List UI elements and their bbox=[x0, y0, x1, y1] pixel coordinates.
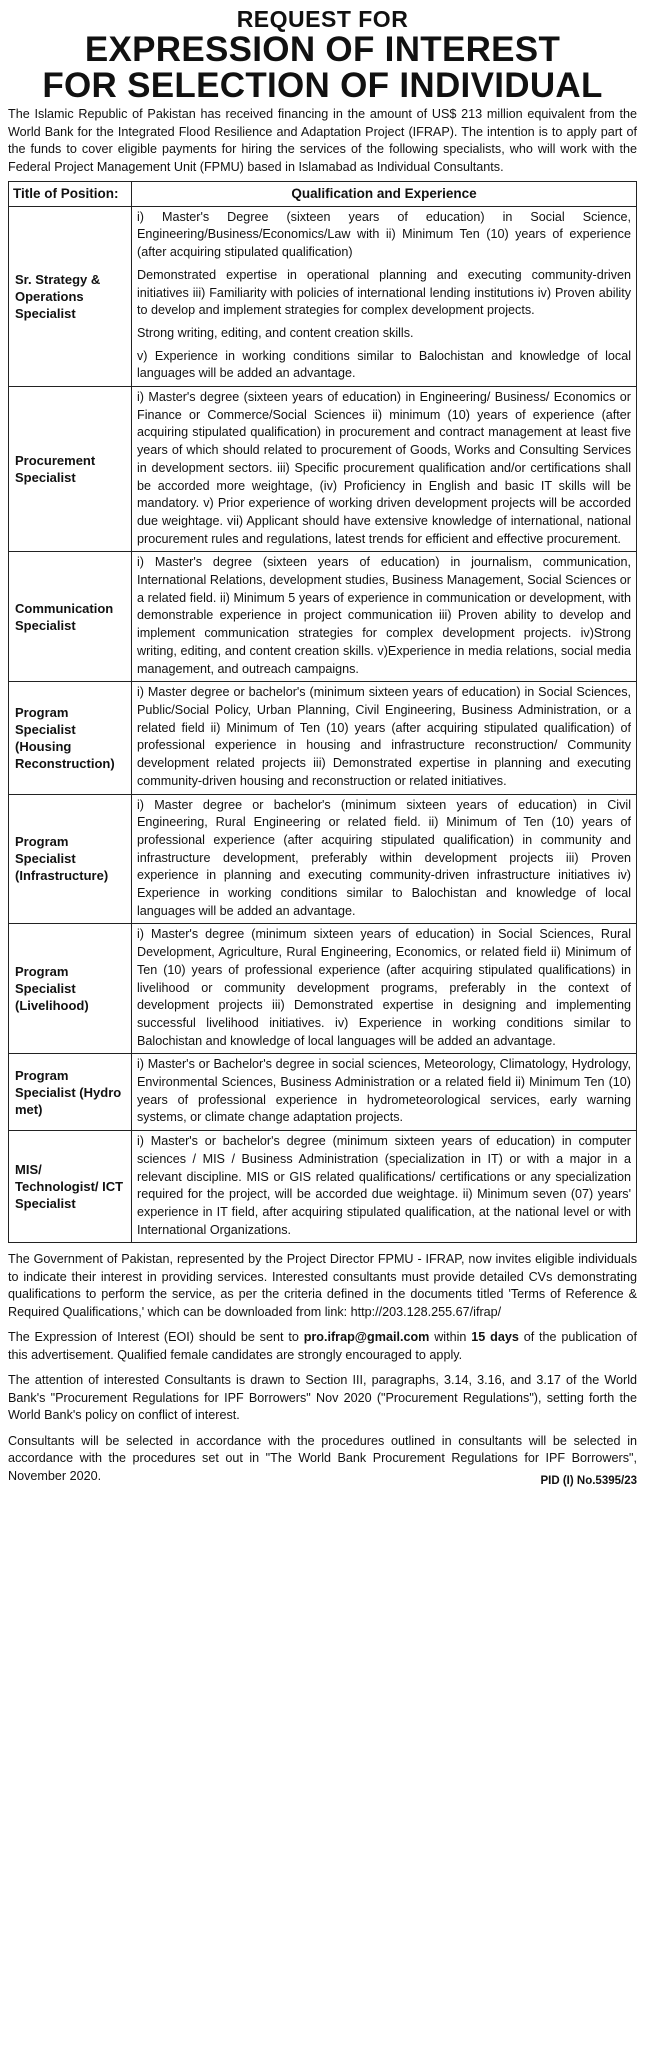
header-position: Title of Position: bbox=[9, 182, 132, 207]
table-row bbox=[9, 682, 637, 794]
table-row bbox=[9, 1054, 637, 1131]
intro-paragraph: The Islamic Republic of Pakistan has received financing in the amount of US$ 213 million equivalent from the World Bank for the Integrated Flood Resilience and Adaptation Project (IFRAP). The intention is to apply part of the funds to cover eligible payments for hiring the services of the following specialists, who will work with the Federal Project Management Unit (FPMU) based in Islamabad as Individual Consultants. bbox=[8, 107, 637, 174]
qualification-text: Demonstrated expertise in operational planning and executing community-driven initiatives iii) Familiarity with policies of international lending institutions iv) Proven ability to develop and implement strategies for complex development projects. bbox=[137, 267, 631, 318]
contact-email-link[interactable]: pro.ifrap@gmail.com bbox=[303, 1330, 430, 1345]
table-row bbox=[9, 794, 637, 924]
submission-prefix: The Expression of Interest (EOI) should be sent to bbox=[8, 1330, 304, 1345]
table-body bbox=[9, 206, 637, 1243]
qualification-text: i) Master's degree (sixteen years of education) in Engineering/ Business/ Economics or Finance or Commerce/Social Sciences ii) minimum (10) years of experience (after acquiring stipulated qualification) in procurement and contract management at least five years of which should related to procurement of Goods, Works and Consulting Services in development sectors. iii) Specific procurement qualification and/or certifications shall be accorded more weightage, (iv) Proficiency in English and basic IT skills will be mandatory. v) Prior experience of working driven development projects will be accorded due weightage. vii) Applicant should have extensive knowledge of international, national procurement rules and regulations, latest trends for efficient and effective procurement. bbox=[137, 390, 631, 546]
table-row bbox=[9, 1131, 637, 1243]
selection-paragraph: Consultants will be selected in accordance with the procedures outlined in consultants will be selected in accordance with the procedures set out in "The World Bank Procurement Regulations for IPF Borrowers", November 2020. bbox=[8, 1433, 637, 1483]
submission-suffix: of the publication of this advertisement. Qualified female candidates are strongly encouraged to apply. bbox=[8, 1330, 637, 1362]
conflict-of-interest-paragraph: The attention of interested Consultants is drawn to Section III, paragraphs, 3.14, 3.16, and 3.17 of the World Bank's "Procurement Regulations for IPF Borrowers" Nov 2020 ("Procurement Regulations"), setting forth the World Bank's policy on conflict of interest. bbox=[8, 1373, 637, 1423]
positions-table bbox=[8, 181, 637, 1243]
qualification-text: v) Experience in working conditions similar to Balochistan and knowledge of local languages will be added an advantage. bbox=[137, 348, 631, 381]
heading-line-3: FOR SELECTION OF INDIVIDUAL bbox=[42, 66, 603, 105]
qualification-text: i) Master degree or bachelor's (minimum sixteen years of education) in Civil Engineering, Rural Engineering or related field. ii) Minimum of Ten (10) years of professional experience (after acquiring stipulated qualification) in community and infrastructure development, preferably within development projects iii) Proven experience in planning and executing community-driven infrastructure initiatives iv) Experience in working conditions similar to Balochistan and knowledge of local languages will be added an advantage. bbox=[137, 797, 631, 918]
heading bbox=[8, 6, 637, 104]
deadline-days: 15 days bbox=[471, 1330, 519, 1345]
table-row bbox=[9, 387, 637, 552]
qualification-cell bbox=[132, 552, 637, 682]
qualification-cell bbox=[132, 1131, 637, 1243]
position-title: MIS/ Technologist/ ICT Specialist bbox=[9, 1131, 132, 1243]
invitation-paragraph: The Government of Pakistan, represented by the Project Director FPMU - IFRAP, now invites eligible individuals to indicate their interest in providing services. Interested consultants must provide detailed CVs demonstrating qualifications to perform the service, as per the criteria defined in the documents titled 'Terms of Reference & Required Qualifications,' which can be downloaded from link: http://203.128.255.67/ifrap/ bbox=[8, 1252, 637, 1319]
position-title: Program Specialist (Infrastructure) bbox=[9, 794, 132, 924]
qualification-text: i) Master's or bachelor's degree (minimum sixteen years of education) in computer sciences / MIS / Business Administration (specialization in IT) or with a major in a relevant discipline. MIS or GIS related qualifications/ certifications or any specialization required for the project, will be accorded due weightage. ii) Minimum seven (07) years' experience in IT field, after acquiring stipulated qualification, at the national level or with International Organizations. bbox=[137, 1134, 631, 1237]
table-row bbox=[9, 552, 637, 682]
header-qualification: Qualification and Experience bbox=[132, 182, 637, 207]
position-title: Sr. Strategy & Operations Specialist bbox=[9, 206, 132, 386]
position-title: Procurement Specialist bbox=[9, 387, 132, 552]
table-row bbox=[9, 206, 637, 386]
qualification-cell bbox=[132, 794, 637, 924]
qualification-text: i) Master degree or bachelor's (minimum sixteen years of education) in Social Sciences, Public/Social Policy, Urban Planning, Civil Engineering, Business Administration, or a related field ii) Minimum of Ten (10) years (after acquiring stipulated qualification) of professional experience in housing and infrastructure reconstruction/ Community development related projects iii) Demonstrated expertise in planning and executing community-driven housing and reconstruction or related initiatives. bbox=[137, 685, 631, 788]
table-row bbox=[9, 924, 637, 1054]
submission-middle: within bbox=[429, 1330, 472, 1345]
qualification-text: i) Master's degree (minimum sixteen years of education) in Social Sciences, Rural Development, Agriculture, Rural Engineering, Economics, or related field ii) Minimum of Ten (10) years of professional experience (after acquiring stipulated qualifications) in livelihood or community development programs, preferably in the context of development projects iii) Demonstrated expertise in designing and implementing successful livelihood initiatives. iv) Experience in working conditions similar to Balochistan and knowledge of local languages will be added an advantage. bbox=[137, 927, 631, 1048]
heading-line-1: REQUEST FOR bbox=[236, 6, 409, 32]
qualification-cell bbox=[132, 387, 637, 552]
position-title: Program Specialist (Hydro met) bbox=[9, 1054, 132, 1131]
qualification-cell bbox=[132, 1054, 637, 1131]
qualification-cell bbox=[132, 206, 637, 386]
table-header-row bbox=[9, 182, 637, 207]
position-title: Communication Specialist bbox=[9, 552, 132, 682]
heading-line-2: EXPRESSION OF INTEREST bbox=[84, 30, 561, 69]
pid-number: PID (I) No.5395/23 bbox=[540, 1475, 637, 1488]
submission-paragraph bbox=[8, 1329, 637, 1364]
qualification-text: i) Master's or Bachelor's degree in social sciences, Meteorology, Climatology, Hydrology, Environmental Sciences, Business Administration or a related field ii) Minimum Ten (10) years of professional experience in hydrometeorological services, early warning systems, or climate change adaptation projects. bbox=[137, 1057, 631, 1125]
qualification-text: i) Master's Degree (sixteen years of education) in Social Science, Engineering/Business/Economics/Law with ii) Minimum Ten (10) years of experience (after acquiring stipulated qualification) bbox=[137, 209, 631, 260]
qualification-cell bbox=[132, 924, 637, 1054]
position-title: Program Specialist (Livelihood) bbox=[9, 924, 132, 1054]
qualification-text: i) Master's degree (sixteen years of education) in journalism, communication, International Relations, development studies, Business Management, Social Sciences or a related field. ii) Minimum 5 years of experience in communication or development, with demonstrable experience in project communication iii) Proven ability to develop and implement communication strategies for complex development projects. iv)Strong writing, editing, and content creation skills. v)Experience in media relations, social media management, and outreach campaigns. bbox=[137, 555, 631, 676]
position-title: Program Specialist (Housing Reconstruction) bbox=[9, 682, 132, 794]
qualification-cell bbox=[132, 682, 637, 794]
qualification-text: Strong writing, editing, and content creation skills. bbox=[137, 325, 414, 340]
